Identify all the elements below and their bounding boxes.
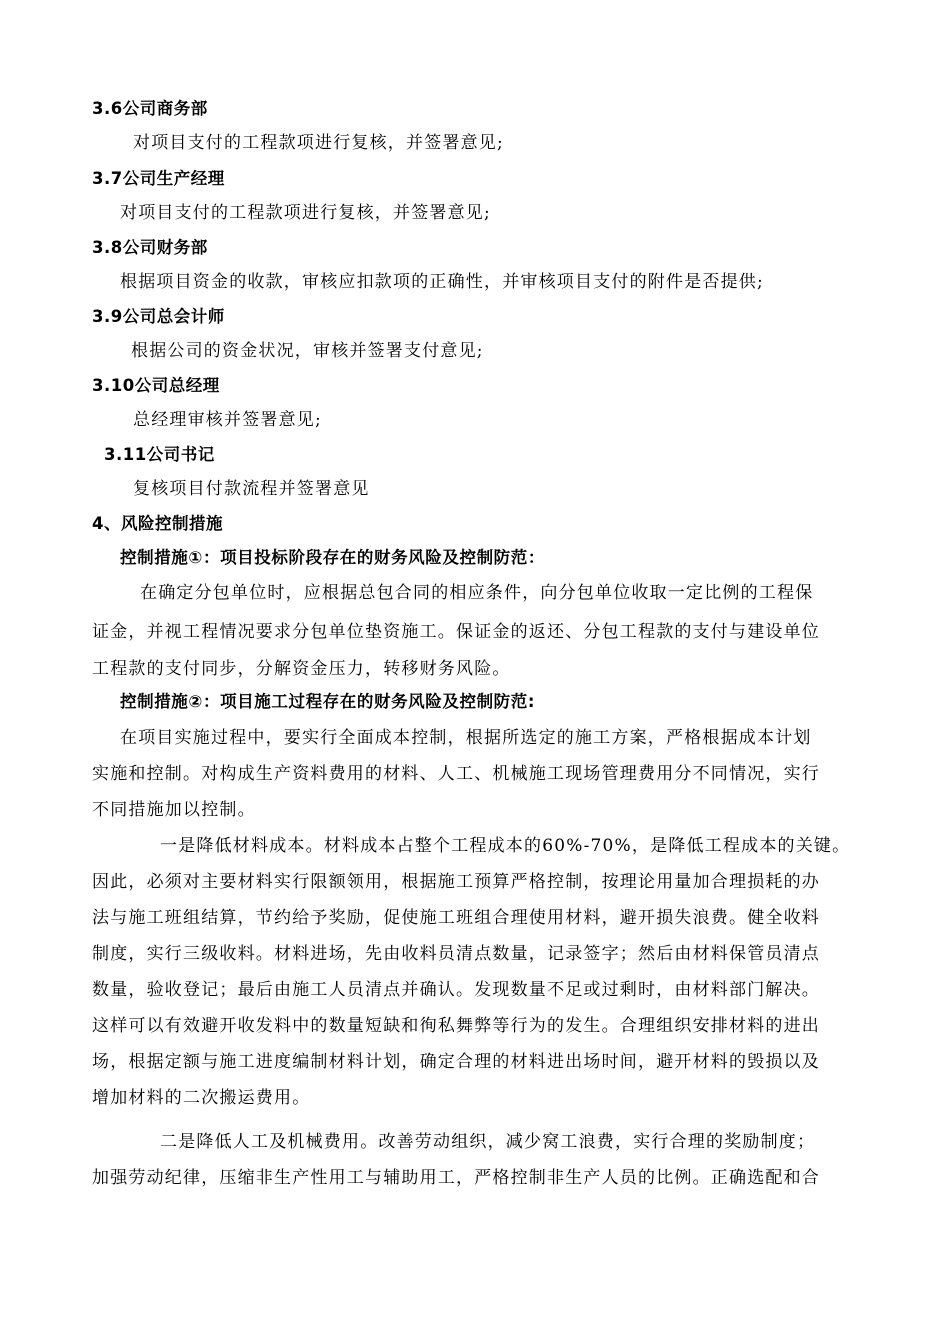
- section-heading: 3.6公司商务部: [92, 99, 208, 118]
- section-body: 根据公司的资金状况，审核并签署支付意见;: [131, 341, 484, 361]
- paragraph-line: 因此，必须对主要材料实行限额领用，根据施工预算严格控制，按理论用量加合理损耗的办: [92, 872, 820, 892]
- section-body: 复核项目付款流程并签署意见: [133, 479, 370, 499]
- section-heading: 3.8公司财务部: [92, 238, 208, 257]
- section-body: 总经理审核并签署意见;: [133, 410, 322, 430]
- risk-heading: 4、风险控制措施: [92, 514, 223, 533]
- paragraph-line: 实施和控制。对构成生产资料费用的材料、人工、机械施工现场管理费用分不同情况，实行: [92, 764, 820, 784]
- paragraph-line: 一是降低材料成本。材料成本占整个工程成本的60%-70%，是降低工程成本的关键。: [160, 836, 851, 856]
- paragraph-line: 不同措施加以控制。: [92, 800, 256, 820]
- measure-title: 控制措施①：项目投标阶段存在的财务风险及控制防范：: [120, 548, 545, 567]
- paragraph-line: 场，根据定额与施工进度编制材料计划，确定合理的材料进出场时间，避开材料的毁损以及: [92, 1052, 820, 1072]
- paragraph-line: 加强劳动纪律，压缩非生产性用工与辅助用工，严格控制非生产人员的比例。正确选配和合: [92, 1168, 820, 1188]
- section-body: 对项目支付的工程款项进行复核，并签署意见;: [120, 203, 491, 223]
- paragraph-line: 数量，验收登记；最后由施工人员清点并确认。发现数量不足或过剩时，由材料部门解决。: [92, 980, 820, 1000]
- section-heading: 3.9公司总会计师: [92, 307, 225, 326]
- section-heading: 3.10公司总经理: [92, 376, 220, 395]
- paragraph-line: 二是降低人工及机械费用。改善劳动组织，减少窝工浪费，实行合理的奖励制度；: [160, 1132, 816, 1152]
- paragraph-line: 法与施工班组结算，节约给予奖励，促使施工班组合理使用材料，避开损失浪费。健全收料: [92, 908, 820, 928]
- section-heading: 3.11公司书记: [104, 445, 215, 464]
- section-heading: 3.7公司生产经理: [92, 169, 225, 188]
- section-body: 对项目支付的工程款项进行复核，并签署意见;: [133, 133, 504, 153]
- section-body: 根据项目资金的收款，审核应扣款项的正确性，并审核项目支付的附件是否提供;: [120, 272, 764, 292]
- paragraph-line: 增加材料的二次搬运费用。: [92, 1088, 311, 1108]
- paragraph-line: 工程款的支付同步，分解资金压力，转移财务风险。: [92, 659, 511, 679]
- paragraph-line: 制度，实行三级收料。材料进场，先由收料员清点数量，记录签字；然后由材料保管员清点: [92, 944, 820, 964]
- paragraph-line: 在确定分包单位时，应根据总包合同的相应条件，向分包单位收取一定比例的工程保: [140, 583, 814, 603]
- measure-title: 控制措施②：项目施工过程存在的财务风险及控制防范:: [120, 692, 536, 711]
- paragraph-line: 证金，并视工程情况要求分包单位垫资施工。保证金的返还、分包工程款的支付与建设单位: [92, 622, 820, 642]
- paragraph-line: 这样可以有效避开收发料中的数量短缺和徇私舞弊等行为的发生。合理组织安排材料的进出: [92, 1016, 820, 1036]
- paragraph-line: 在项目实施过程中，要实行全面成本控制，根据所选定的施工方案，严格根据成本计划: [120, 728, 812, 748]
